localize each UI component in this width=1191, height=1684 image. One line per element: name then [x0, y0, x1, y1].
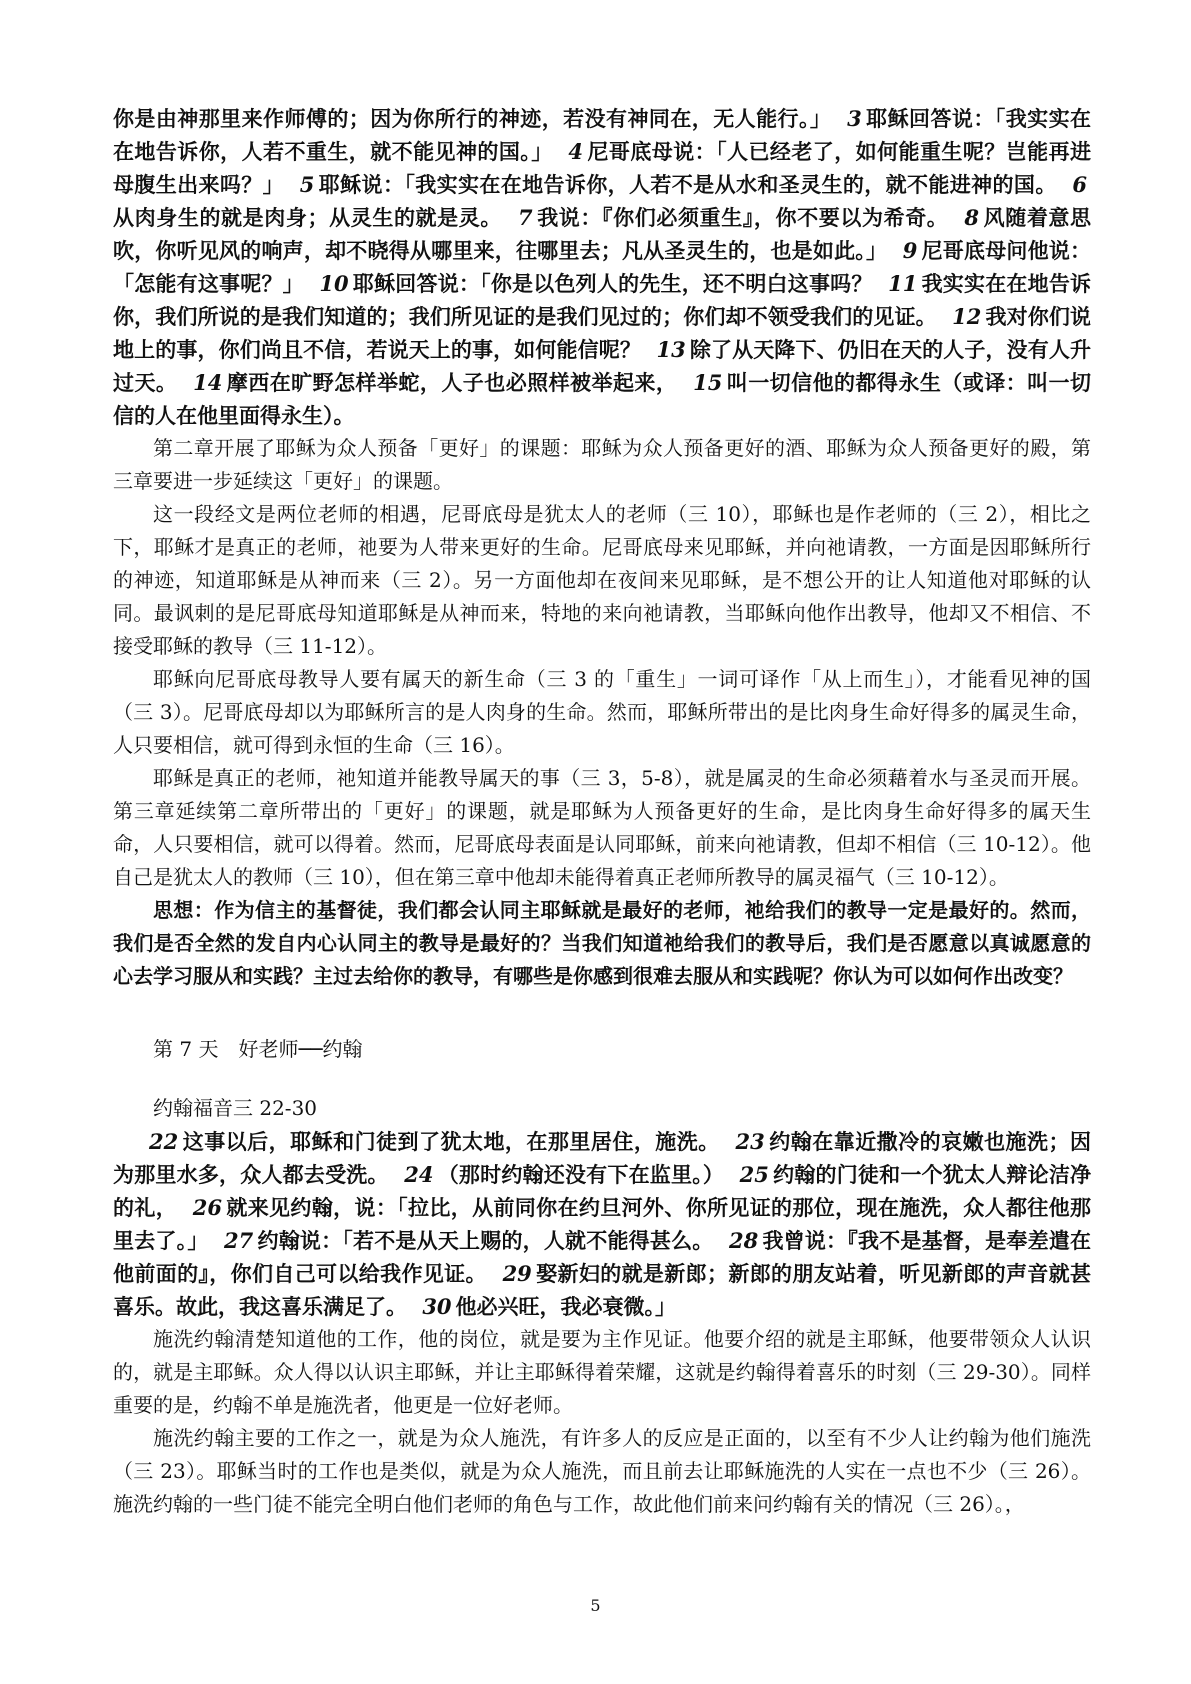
- scripture-passage-2: [113, 1125, 1091, 1323]
- verse-text: 耶稣回答说：「你是以色列人的先生，还不明白这事吗？: [352, 271, 873, 296]
- verse-number: 11: [888, 271, 918, 296]
- verse-number: 29: [502, 1261, 532, 1286]
- verse-text: 你是由神那里来作师傅的；因为你所行的神迹，若没有神同在，无人能行。」: [113, 106, 832, 131]
- reflection-paragraph: 思想：作为信主的基督徒，我们都会认同主耶稣就是最好的老师，祂给我们的教导一定是最好的。然而，我们是否全然的发自内心认同主的教导是最好的？当我们知道祂给我们的教导后，我们是否愿意以真诚愿意的心去学习服从和实践？主过去给你的教导，有哪些是你感到很难去服从和实践呢？你认为可以如何作出改变？: [113, 898, 1091, 988]
- verse-number: 12: [952, 304, 982, 329]
- verse-number: 7: [517, 205, 533, 230]
- verse-number: 22: [149, 1129, 179, 1154]
- verse-text: 约翰的门徒和一个犹太人辩论洁净的礼，: [113, 1162, 1092, 1220]
- verse-number: 23: [735, 1129, 765, 1154]
- verse-number: 10: [319, 271, 349, 296]
- verse-text: （那时约翰还没有下在监里。）: [437, 1162, 725, 1187]
- verse-number: 24: [404, 1162, 434, 1187]
- verse-text: 我曾说：『我不是基督，是奉差遣在他前面的』，你们自己可以给我作见证。: [113, 1228, 1092, 1286]
- verse-text: 耶稣回答说：「我实实在在地告诉你，人若不重生，就不能见神的国。」: [113, 106, 1092, 164]
- verse-text: 约翰在靠近撒冷的哀嫩也施洗；因为那里水多，众人都去受洗。: [113, 1129, 1092, 1187]
- verse-text: 耶稣说：「我实实在在地告诉你，人若不是从水和圣灵生的，就不能进神的国。: [318, 172, 1057, 197]
- verse-text: 他必兴旺，我必衰微。」: [455, 1294, 677, 1319]
- verse-number: 5: [299, 172, 315, 197]
- verse-number: 8: [964, 205, 979, 230]
- commentary-paragraph: 耶稣向尼哥底母教导人要有属天的新生命（三 3 的「重生」一词可译作「从上而生」），才能看见神的国（三 3）。尼哥底母却以为耶稣所言的是人肉身的生命。然而，耶稣所带出的是比肉身生命好得多的属灵生命，人只要相信，就可得到永恒的生命（三 16）。: [113, 667, 1091, 757]
- verse-text: 除了从天降下、仍旧在天的人子，没有人升过天。: [113, 337, 1092, 395]
- commentary-paragraph: 第二章开展了耶稣为众人预备「更好」的课题：耶稣为众人预备更好的酒、耶稣为众人预备更好的殿，第三章要进一步延续这「更好」的课题。: [113, 436, 1091, 493]
- verse-number: 3: [847, 106, 862, 131]
- document-page: [113, 102, 1091, 1521]
- verse-text: 尼哥底母说：「人已经老了，如何能重生呢？岂能再进母腹生出来吗？」: [113, 139, 1092, 197]
- verse-number: 4: [568, 139, 584, 164]
- verse-text: 风随着意思吹，你听见风的响声，却不晓得从哪里来，往哪里去；凡从圣灵生的，也是如此。」: [113, 205, 1092, 263]
- verse-text: 尼哥底母问他说：「怎能有这事呢？」: [113, 238, 1092, 296]
- verse-text: 约翰说：「若不是从天上赐的，人就不能得甚么。: [257, 1228, 714, 1253]
- verse-number: 30: [422, 1294, 452, 1319]
- verse-number: 15: [693, 370, 723, 395]
- verse-text: 这事以后，耶稣和门徒到了犹太地，在那里居住，施洗。: [182, 1129, 720, 1154]
- verse-text: 我说：『你们必须重生』，你不要以为希奇。: [536, 205, 949, 230]
- verse-number: 27: [224, 1228, 254, 1253]
- verse-number: 28: [729, 1228, 759, 1253]
- verse-number: 9: [902, 238, 918, 263]
- verse-text: 就来见约翰，说：「拉比，从前同你在约旦河外、你所见证的那位，现在施洗，众人都往他那里去了。」: [113, 1195, 1092, 1253]
- verse-number: 13: [656, 337, 686, 362]
- verse-text: 叫一切信他的都得永生（或译：叫一切信的人在他里面得永生）。: [113, 370, 1092, 428]
- page-number: 5: [590, 1596, 601, 1615]
- verse-text: 从肉身生的就是肉身；从灵生的就是灵。: [113, 205, 503, 230]
- verse-number: 6: [1072, 172, 1088, 197]
- commentary-paragraph: 这一段经文是两位老师的相遇，尼哥底母是犹太人的老师（三 10），耶稣也是作老师的（三 2），相比之下，耶稣才是真正的老师，祂要为人带来更好的生命。尼哥底母来见耶稣，并向祂请教，一方面是因耶稣所行的神迹，知道耶稣是从神而来（三 2）。另一方面他却在夜间来见耶稣，是不想公开的让人知道他对耶稣的认同。最讽刺的是尼哥底母知道耶稣是从神而来，特地的来向祂请教，当耶稣向他作出教导，他却又不相信、不接受耶稣的教导（三 11-12）。: [113, 502, 1091, 658]
- scripture-reference: 约翰福音三 22-30: [153, 1096, 318, 1120]
- verse-number: 26: [192, 1195, 222, 1220]
- verse-text: 娶新妇的就是新郎；新郎的朋友站着，听见新郎的声音就甚喜乐。故此，我这喜乐满足了。: [113, 1261, 1092, 1319]
- verse-text: 摩西在旷野怎样举蛇，人子也必照样被举起来，: [226, 370, 678, 395]
- scripture-passage-1: [113, 102, 1091, 432]
- verse-number: 14: [193, 370, 223, 395]
- commentary-paragraph: 施洗约翰清楚知道他的工作，他的岗位，就是要为主作见证。他要介绍的就是主耶稣，他要带领众人认识的，就是主耶稣。众人得以认识主耶稣，并让主耶稣得着荣耀，这就是约翰得着喜乐的时刻（三 29-30）。同样重要的是，约翰不单是施洗者，他更是一位好老师。: [113, 1327, 1091, 1417]
- commentary-paragraph: 耶稣是真正的老师，祂知道并能教导属天的事（三 3，5-8），就是属灵的生命必须藉着水与圣灵而开展。第三章延续第二章所带出的「更好」的课题，就是耶稣为人预备更好的生命，是比肉身生命好得多的属天生命，人只要相信，就可以得着。然而，尼哥底母表面是认同耶稣，前来向祂请教，但却不相信（三 10-12）。他自己是犹太人的教师（三 10），但在第三章中他却未能得着真正老师所教导的属灵福气（三 10-12）。: [113, 766, 1091, 889]
- verse-text: 我实实在在地告诉你，我们所说的是我们知道的；我们所见证的是我们见过的；你们却不领受我们的见证。: [113, 271, 1092, 329]
- day-heading: 第 7 天 好老师──约翰: [153, 1037, 363, 1061]
- verse-number: 25: [739, 1162, 769, 1187]
- verse-text: 我对你们说地上的事，你们尚且不信，若说天上的事，如何能信呢？: [113, 304, 1092, 362]
- commentary-paragraph: 施洗约翰主要的工作之一，就是为众人施洗，有许多人的反应是正面的，以至有不少人让约翰为他们施洗（三 23）。耶稣当时的工作也是类似，就是为众人施洗，而且前去让耶稣施洗的人实在一点也不少（三 26）。施洗约翰的一些门徒不能完全明白他们老师的角色与工作，故此他们前来问约翰有关的情况（三 26）。，: [113, 1426, 1091, 1516]
